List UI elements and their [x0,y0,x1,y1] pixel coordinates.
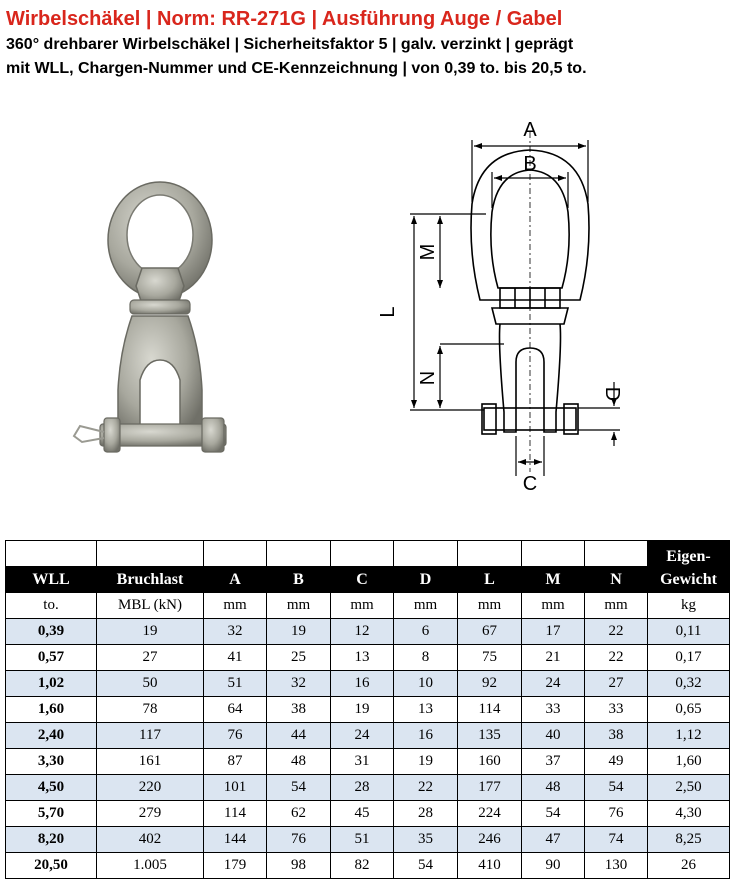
table-cell: 32 [204,619,267,645]
table-cell: 98 [267,853,331,879]
table-cell: 19 [267,619,331,645]
table-cell: 13 [331,645,394,671]
table-cell: 224 [458,801,522,827]
table-cell: 114 [204,801,267,827]
table-cell: 92 [458,671,522,697]
table-row [6,723,730,749]
table-cell: 32 [267,671,331,697]
table-cell: 67 [458,619,522,645]
table-cell: 35 [394,827,458,853]
table-cell: 22 [585,619,648,645]
table-cell: A [204,567,267,593]
table-cell: 44 [267,723,331,749]
table-cell: 0,11 [648,619,730,645]
table-cell: 130 [585,853,648,879]
table-cell: 4,50 [6,775,97,801]
table-cell: 48 [267,749,331,775]
table-cell: WLL [6,567,97,593]
table-cell: 82 [331,853,394,879]
table-cell: 41 [204,645,267,671]
table-cell: 74 [585,827,648,853]
table-row [6,775,730,801]
table-cell: 1.005 [97,853,204,879]
table-cell: 54 [522,801,585,827]
table-cell: 179 [204,853,267,879]
table-row [6,801,730,827]
dim-label-m: M [417,243,439,261]
table-cell: to. [6,593,97,619]
table-cell: C [331,567,394,593]
table-units-row [6,593,730,619]
table-cell: 28 [394,801,458,827]
table-cell: 47 [522,827,585,853]
table-cell: 0,17 [648,645,730,671]
table-cell: 19 [331,697,394,723]
table-cell: 25 [267,645,331,671]
table-cell: 76 [204,723,267,749]
table-cell: 4,30 [648,801,730,827]
table-cell: L [458,567,522,593]
table-cell: 0,57 [6,645,97,671]
table-cell: 279 [97,801,204,827]
table-cell: 51 [204,671,267,697]
table-cell: 117 [97,723,204,749]
table-cell: M [522,567,585,593]
dim-label-l: L [377,306,399,318]
table-cell: 31 [331,749,394,775]
table-cell: 12 [331,619,394,645]
table-cell: 87 [204,749,267,775]
table-cell: 17 [522,619,585,645]
table-cell: 135 [458,723,522,749]
table-cell: 8,20 [6,827,97,853]
table-row [6,827,730,853]
table-cell: 37 [522,749,585,775]
table-cell: 22 [394,775,458,801]
table-cell: mm [522,593,585,619]
table-cell: 2,50 [648,775,730,801]
table-cell: 33 [585,697,648,723]
table-cell: 1,60 [6,697,97,723]
table-cell: 90 [522,853,585,879]
table-cell: mm [585,593,648,619]
page-title: Wirbelschäkel | Norm: RR-271G | Ausführung Auge / Gabel [6,8,563,30]
table-cell: 49 [585,749,648,775]
table-cell: B [267,567,331,593]
table-cell: 5,70 [6,801,97,827]
table-cell: 26 [648,853,730,879]
table-cell: 144 [204,827,267,853]
table-cell: mm [458,593,522,619]
table-header-top-row [6,541,730,567]
table-cell: 114 [458,697,522,723]
table-cell: 54 [585,775,648,801]
table-cell: 54 [267,775,331,801]
table-cell: 101 [204,775,267,801]
dim-label-b: B [523,153,537,175]
product-photo [70,180,240,480]
dim-label-n: N [417,370,439,386]
table-cell: 177 [458,775,522,801]
table-cell: 410 [458,853,522,879]
table-cell: Bruchlast [97,567,204,593]
table-cell: 402 [97,827,204,853]
table-cell: 24 [522,671,585,697]
subtitle-line-1: 360° drehbarer Wirbelschäkel | Sicherheitsfaktor 5 | galv. verzinkt | geprägt [6,36,574,53]
table-row [6,749,730,775]
table-row [6,645,730,671]
table-cell: Gewicht [648,567,730,593]
table-cell: 20,50 [6,853,97,879]
table-cell: kg [648,593,730,619]
table-cell: D [394,567,458,593]
table-cell: 19 [394,749,458,775]
table-cell: N [585,567,648,593]
table-cell: 6 [394,619,458,645]
table-cell: 8,25 [648,827,730,853]
table-cell: 220 [97,775,204,801]
table-cell: 50 [97,671,204,697]
table-cell: 21 [522,645,585,671]
table-cell: 22 [585,645,648,671]
table-cell: 1,60 [648,749,730,775]
table-cell: mm [267,593,331,619]
table-cell: 161 [97,749,204,775]
table-header-row [6,567,730,593]
table-cell: 75 [458,645,522,671]
table-cell: 0,39 [6,619,97,645]
table-row [6,697,730,723]
table-cell: 51 [331,827,394,853]
table-cell: 8 [394,645,458,671]
table-cell: 16 [331,671,394,697]
table-cell: 40 [522,723,585,749]
table-cell: 33 [522,697,585,723]
table-cell: 27 [585,671,648,697]
table-cell: 38 [585,723,648,749]
technical-drawing [377,112,640,495]
table-cell: 2,40 [6,723,97,749]
table-cell: 38 [267,697,331,723]
table-row [6,853,730,879]
table-cell: 64 [204,697,267,723]
table-cell: mm [331,593,394,619]
table-cell: 0,65 [648,697,730,723]
table-cell: 54 [394,853,458,879]
table-cell: 0,32 [648,671,730,697]
table-cell: 78 [97,697,204,723]
table-cell: MBL (kN) [97,593,204,619]
table-cell: 160 [458,749,522,775]
table-cell: 16 [394,723,458,749]
subtitle-line-2: mit WLL, Chargen-Nummer und CE-Kennzeichnung | von 0,39 to. bis 20,5 to. [6,60,587,77]
dim-label-a: A [523,119,537,141]
table-cell: 19 [97,619,204,645]
dim-label-c: C [522,473,538,495]
table-cell: 28 [331,775,394,801]
table-cell: 10 [394,671,458,697]
table-cell: 1,02 [6,671,97,697]
table-cell: 246 [458,827,522,853]
dim-label-d: D [601,386,623,402]
table-row [6,671,730,697]
table-cell: mm [204,593,267,619]
header-eigen: Eigen- [648,541,730,567]
table-cell: 45 [331,801,394,827]
spec-table [5,540,730,879]
table-cell: 24 [331,723,394,749]
table-cell: 3,30 [6,749,97,775]
table-cell: 27 [97,645,204,671]
table-cell: 76 [267,827,331,853]
table-cell: 62 [267,801,331,827]
table-cell: 76 [585,801,648,827]
table-cell: 48 [522,775,585,801]
table-cell: 1,12 [648,723,730,749]
table-row [6,619,730,645]
table-cell: mm [394,593,458,619]
table-cell: 13 [394,697,458,723]
